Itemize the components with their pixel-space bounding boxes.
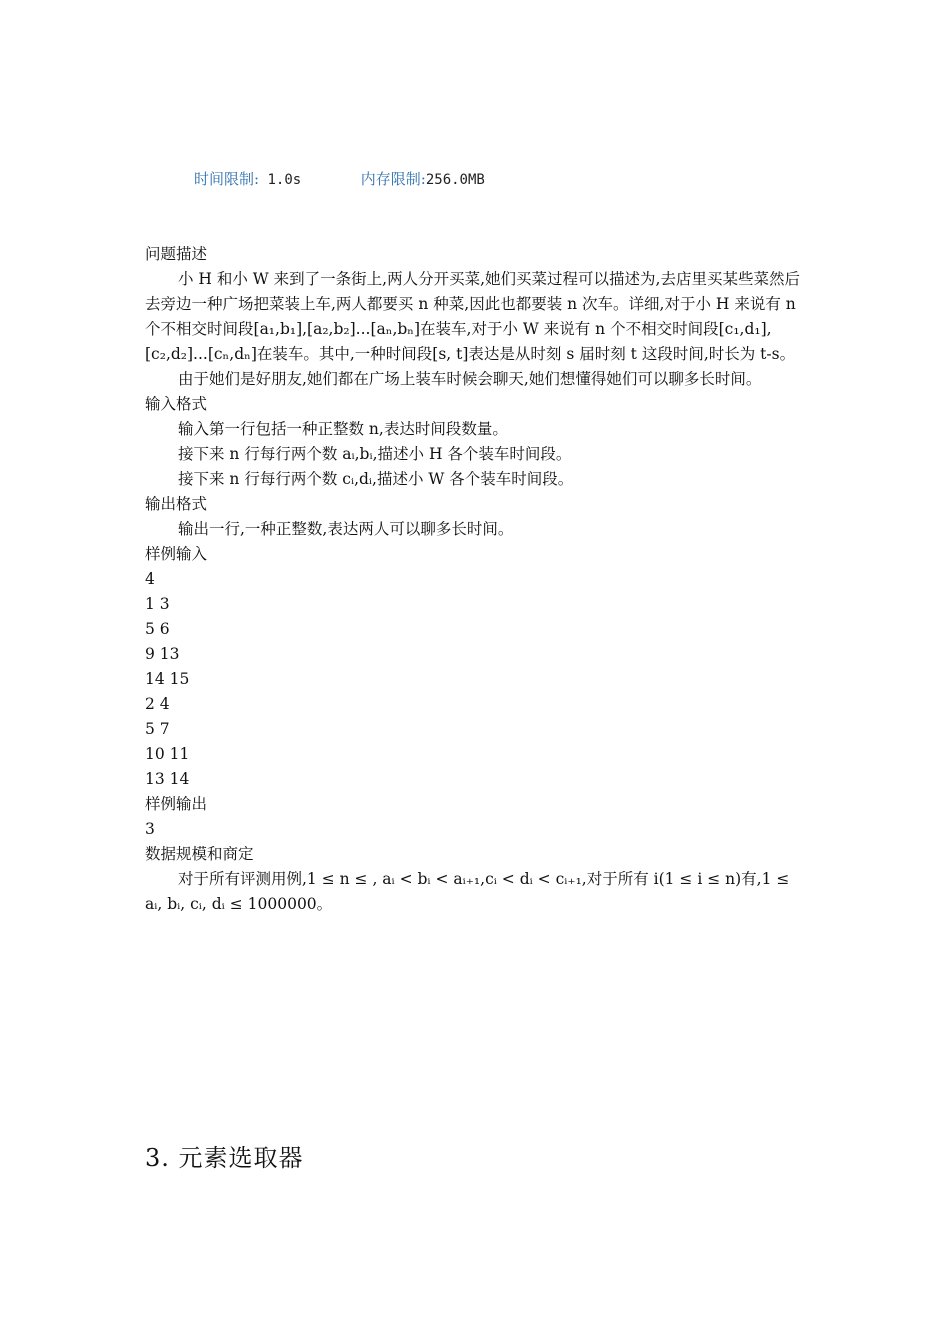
sample-input-line: 2 4 (145, 695, 170, 713)
sample-input-line: 4 (145, 570, 155, 588)
time-limit-label: 时间限制: (194, 170, 260, 188)
limits-line (194, 168, 485, 189)
input-line-3: 接下来 n 行每行两个数 cᵢ,dᵢ,描述小 W 各个装车时间段。 (178, 470, 574, 488)
time-limit-value: 1.0s (259, 172, 302, 188)
heading-input-format: 输入格式 (145, 395, 208, 413)
intervals-h: [a₁,b₁],[a₂,b₂]...[aₙ,bₙ] (253, 320, 421, 338)
problem-body (145, 242, 810, 917)
description-paragraph-2: 由于她们是好朋友,她们都在广场上装车时候会聊天,她们想懂得她们可以聊多长时间。 (178, 370, 762, 388)
input-line-1: 输入第一行包括一种正整数 n,表达时间段数量。 (178, 420, 508, 438)
heading-sample-input: 样例输入 (145, 545, 208, 563)
intervals-w: [c₁,d₁],[c₂,d₂]...[cₙ,dₙ] (145, 320, 772, 363)
heading-sample-output: 样例输出 (145, 795, 208, 813)
heading-data-scale: 数据规模和商定 (145, 845, 254, 863)
sample-output-value: 3 (145, 820, 155, 838)
sample-input-line: 10 11 (145, 745, 190, 763)
description-text-3: 在装车。其中,一种时间段[s, t]表达是从时刻 s 届时刻 t 这段时间,时长为 t-s。 (256, 345, 796, 363)
heading-description: 问题描述 (145, 245, 208, 263)
output-line-1: 输出一行,一种正整数,表达两人可以聊多长时间。 (178, 520, 514, 538)
memory-limit-value: 256.0MB (425, 172, 485, 188)
sample-input-line: 5 6 (145, 620, 170, 638)
memory-limit-label: 内存限制: (360, 170, 426, 188)
sample-input-line: 14 15 (145, 670, 190, 688)
description-paragraph (145, 267, 810, 367)
description-text-2: 在装车,对于小 W 来说有 n 个不相交时间段 (420, 320, 719, 338)
input-line-2: 接下来 n 行每行两个数 aᵢ,bᵢ,描述小 H 各个装车时间段。 (178, 445, 572, 463)
sample-input-line: 1 3 (145, 595, 170, 613)
description-text-1: 小 H 和小 W 来到了一条街上,两人分开买菜,她们买菜过程可以描述为,去店里买某些菜然后去旁边一种广场把菜装上车,两人都要买 n 种菜,因此也都要装 n 次车。详细,对于小 H 来说有 n 个不相交时间段 (145, 270, 800, 338)
sample-input-line: 9 13 (145, 645, 180, 663)
sample-input-line: 13 14 (145, 770, 190, 788)
heading-output-format: 输出格式 (145, 495, 208, 513)
data-scale-text: 对于所有评测用例,1 ≤ n ≤ , aᵢ < bᵢ < aᵢ₊₁,cᵢ < dᵢ < cᵢ₊₁,对于所有 i(1 ≤ i ≤ n)有,1 ≤ aᵢ, bᵢ, cᵢ, dᵢ ≤ 1000000。 (145, 870, 790, 913)
sample-input-line: 5 7 (145, 720, 170, 738)
section-title: 3. 元素选取器 (145, 1144, 304, 1172)
